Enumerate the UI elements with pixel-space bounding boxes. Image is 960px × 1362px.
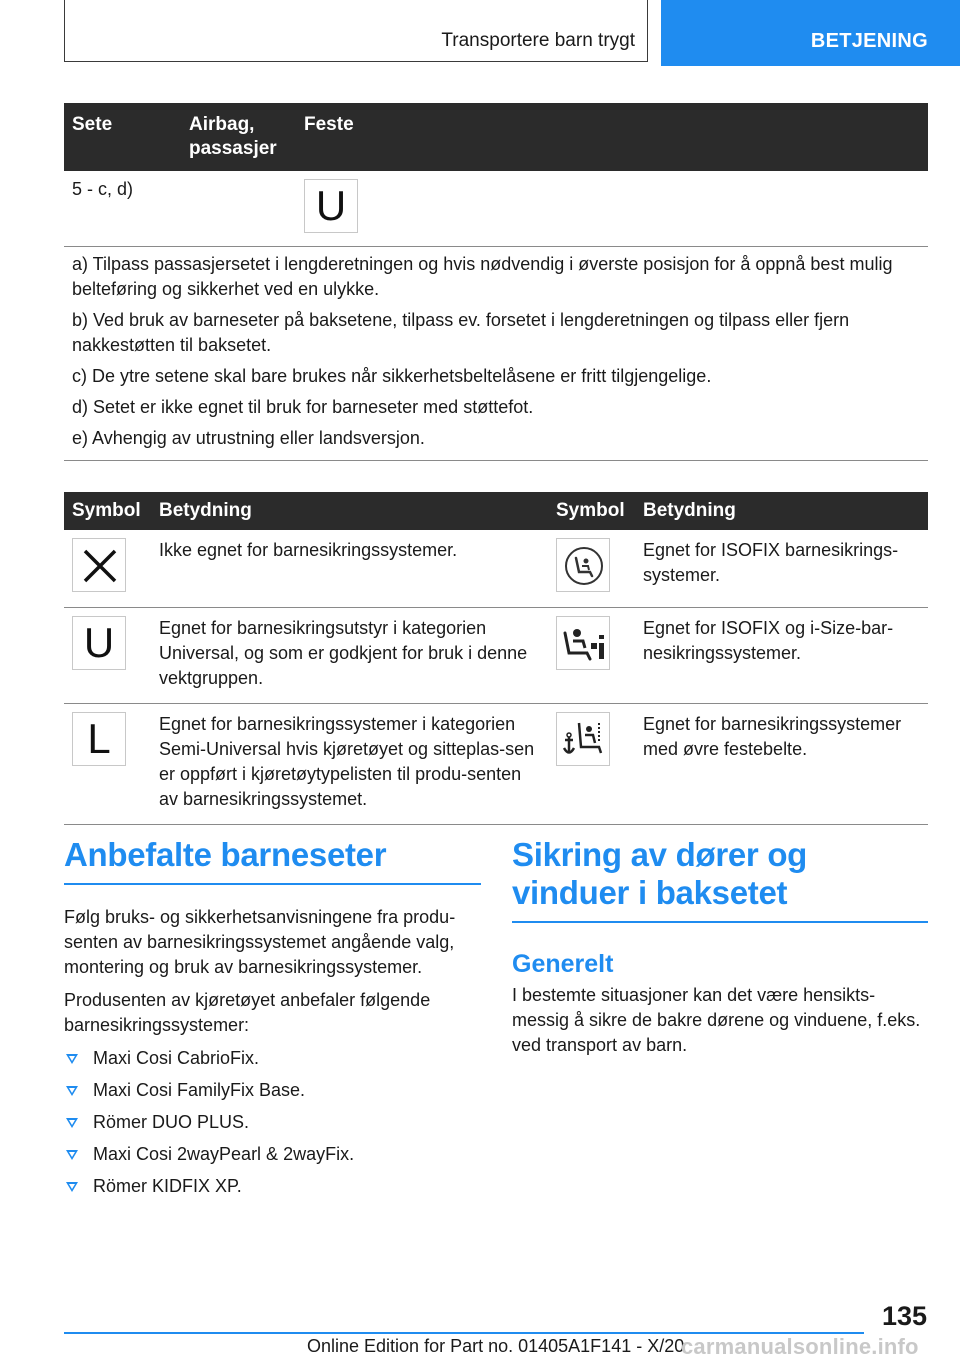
heading-rule [512, 921, 928, 923]
section-heading: Sikring av dører og vinduer i baksetet [512, 836, 808, 911]
symbol-header-left: Symbol [64, 492, 151, 530]
triangle-bullet-icon [66, 1054, 78, 1064]
heading-rule [64, 883, 481, 885]
recommended-section [64, 836, 481, 1206]
top-tether-anchor-icon [556, 712, 610, 766]
triangle-bullet-icon [66, 1182, 78, 1192]
airbag-cell [181, 171, 296, 247]
table-row [64, 530, 928, 608]
section-label: BETJENING [810, 30, 928, 52]
symbol-meaning: Egnet for barnesikringssystemer i kategorien Semi-Universal hvis kjøretøyet og sitteplas-sen er oppført i kjøretøytypelisten til produ-senten av barnesikringssystemet. [151, 704, 548, 825]
seat-header: Sete [64, 103, 181, 171]
airbag-header: Airbag, passasjer [181, 103, 296, 171]
doors-section [512, 836, 928, 1066]
mount-cell [296, 171, 928, 247]
letter-u-icon: U [72, 616, 126, 670]
symbol-header-right: Symbol [548, 492, 635, 530]
table-row [64, 704, 928, 825]
symbol-meaning: Egnet for ISOFIX barnesikrings-systemer. [635, 530, 928, 608]
page-number: 135 [881, 1301, 927, 1331]
divider [64, 460, 928, 461]
paragraph: I bestemte situasjoner kan det være hensikts-messig å sikre de bakre dørene og vinduene, f.eks. ved transport av barn. [512, 985, 921, 1055]
seat-cell: 5 - c, d) [64, 171, 181, 247]
footnote-a: a) Tilpass passasjersetet i lengderetningen og hvis nødvendig i øverste posisjon for å oppnå best mulig belteføring og sikkerhet ved en ulykke. [72, 254, 893, 299]
symbol-meaning: Egnet for barnesikringsutstyr i kategorien Universal, og som er godkjent for bruk i denne vektgruppen. [151, 608, 548, 704]
paragraph: Følg bruks- og sikkerhetsanvisningene fra produ-senten av barnesikringssystemet angående valg, montering og bruk av barnesikringssystemer. [64, 907, 456, 977]
meaning-header-left: Betydning [151, 492, 548, 530]
symbol-meaning: Egnet for ISOFIX og i-Size-bar-nesikringssystemer. [635, 608, 928, 704]
list-item: Maxi Cosi FamilyFix Base. [64, 1078, 481, 1103]
x-cross-icon [72, 538, 126, 592]
watermark: carmanualsonline.info [681, 1334, 919, 1359]
paragraph: Produsenten av kjøretøyet anbefaler følgende barnesikringssystemer: [64, 990, 431, 1035]
list-item: Maxi Cosi CabrioFix. [64, 1046, 481, 1071]
footnote-d: d) Setet er ikke egnet til bruk for barneseter med støttefot. [72, 397, 534, 417]
list-item: Römer DUO PLUS. [64, 1110, 481, 1135]
symbol-meaning: Egnet for barnesikringssystemer med øvre festebelte. [635, 704, 928, 825]
isofix-i-size-icon [556, 616, 610, 670]
mount-header: Feste [296, 103, 928, 171]
list-item: Römer KIDFIX XP. [64, 1174, 481, 1199]
symbol-table [64, 492, 928, 825]
letter-u-icon: U [304, 179, 358, 233]
footnote-e: e) Avhengig av utrustning eller landsversjon. [72, 428, 425, 448]
footnotes [72, 252, 912, 457]
section-heading: Anbefalte barneseter [64, 836, 387, 873]
triangle-bullet-icon [66, 1086, 78, 1096]
table-row [64, 171, 928, 247]
meaning-header-right: Betydning [635, 492, 928, 530]
footnote-c: c) De ytre setene skal bare brukes når sikkerhetsbeltelåsene er fritt tilgjengelige. [72, 366, 712, 386]
list-item: Maxi Cosi 2wayPearl & 2wayFix. [64, 1142, 481, 1167]
seat-table [64, 103, 928, 247]
letter-l-icon: L [72, 712, 126, 766]
header-section-tab [661, 0, 960, 66]
triangle-bullet-icon [66, 1118, 78, 1128]
edition-text: Online Edition for Part no. 01405A1F141 - X/20 [307, 1336, 685, 1356]
symbol-meaning: Ikke egnet for barnesikringssystemer. [151, 530, 548, 608]
table-row [64, 608, 928, 704]
subheading: Generelt [512, 950, 614, 978]
recommended-list [64, 1046, 481, 1199]
triangle-bullet-icon [66, 1150, 78, 1160]
footnote-b: b) Ved bruk av barneseter på baksetene, tilpass ev. forsetet i lengderetningen og tilpass eller fjern nakkestøtten til baksetet. [72, 310, 850, 355]
header-chapter-box [64, 0, 648, 62]
chapter-title: Transportere barn trygt [441, 30, 635, 51]
isofix-seat-icon [556, 538, 610, 592]
